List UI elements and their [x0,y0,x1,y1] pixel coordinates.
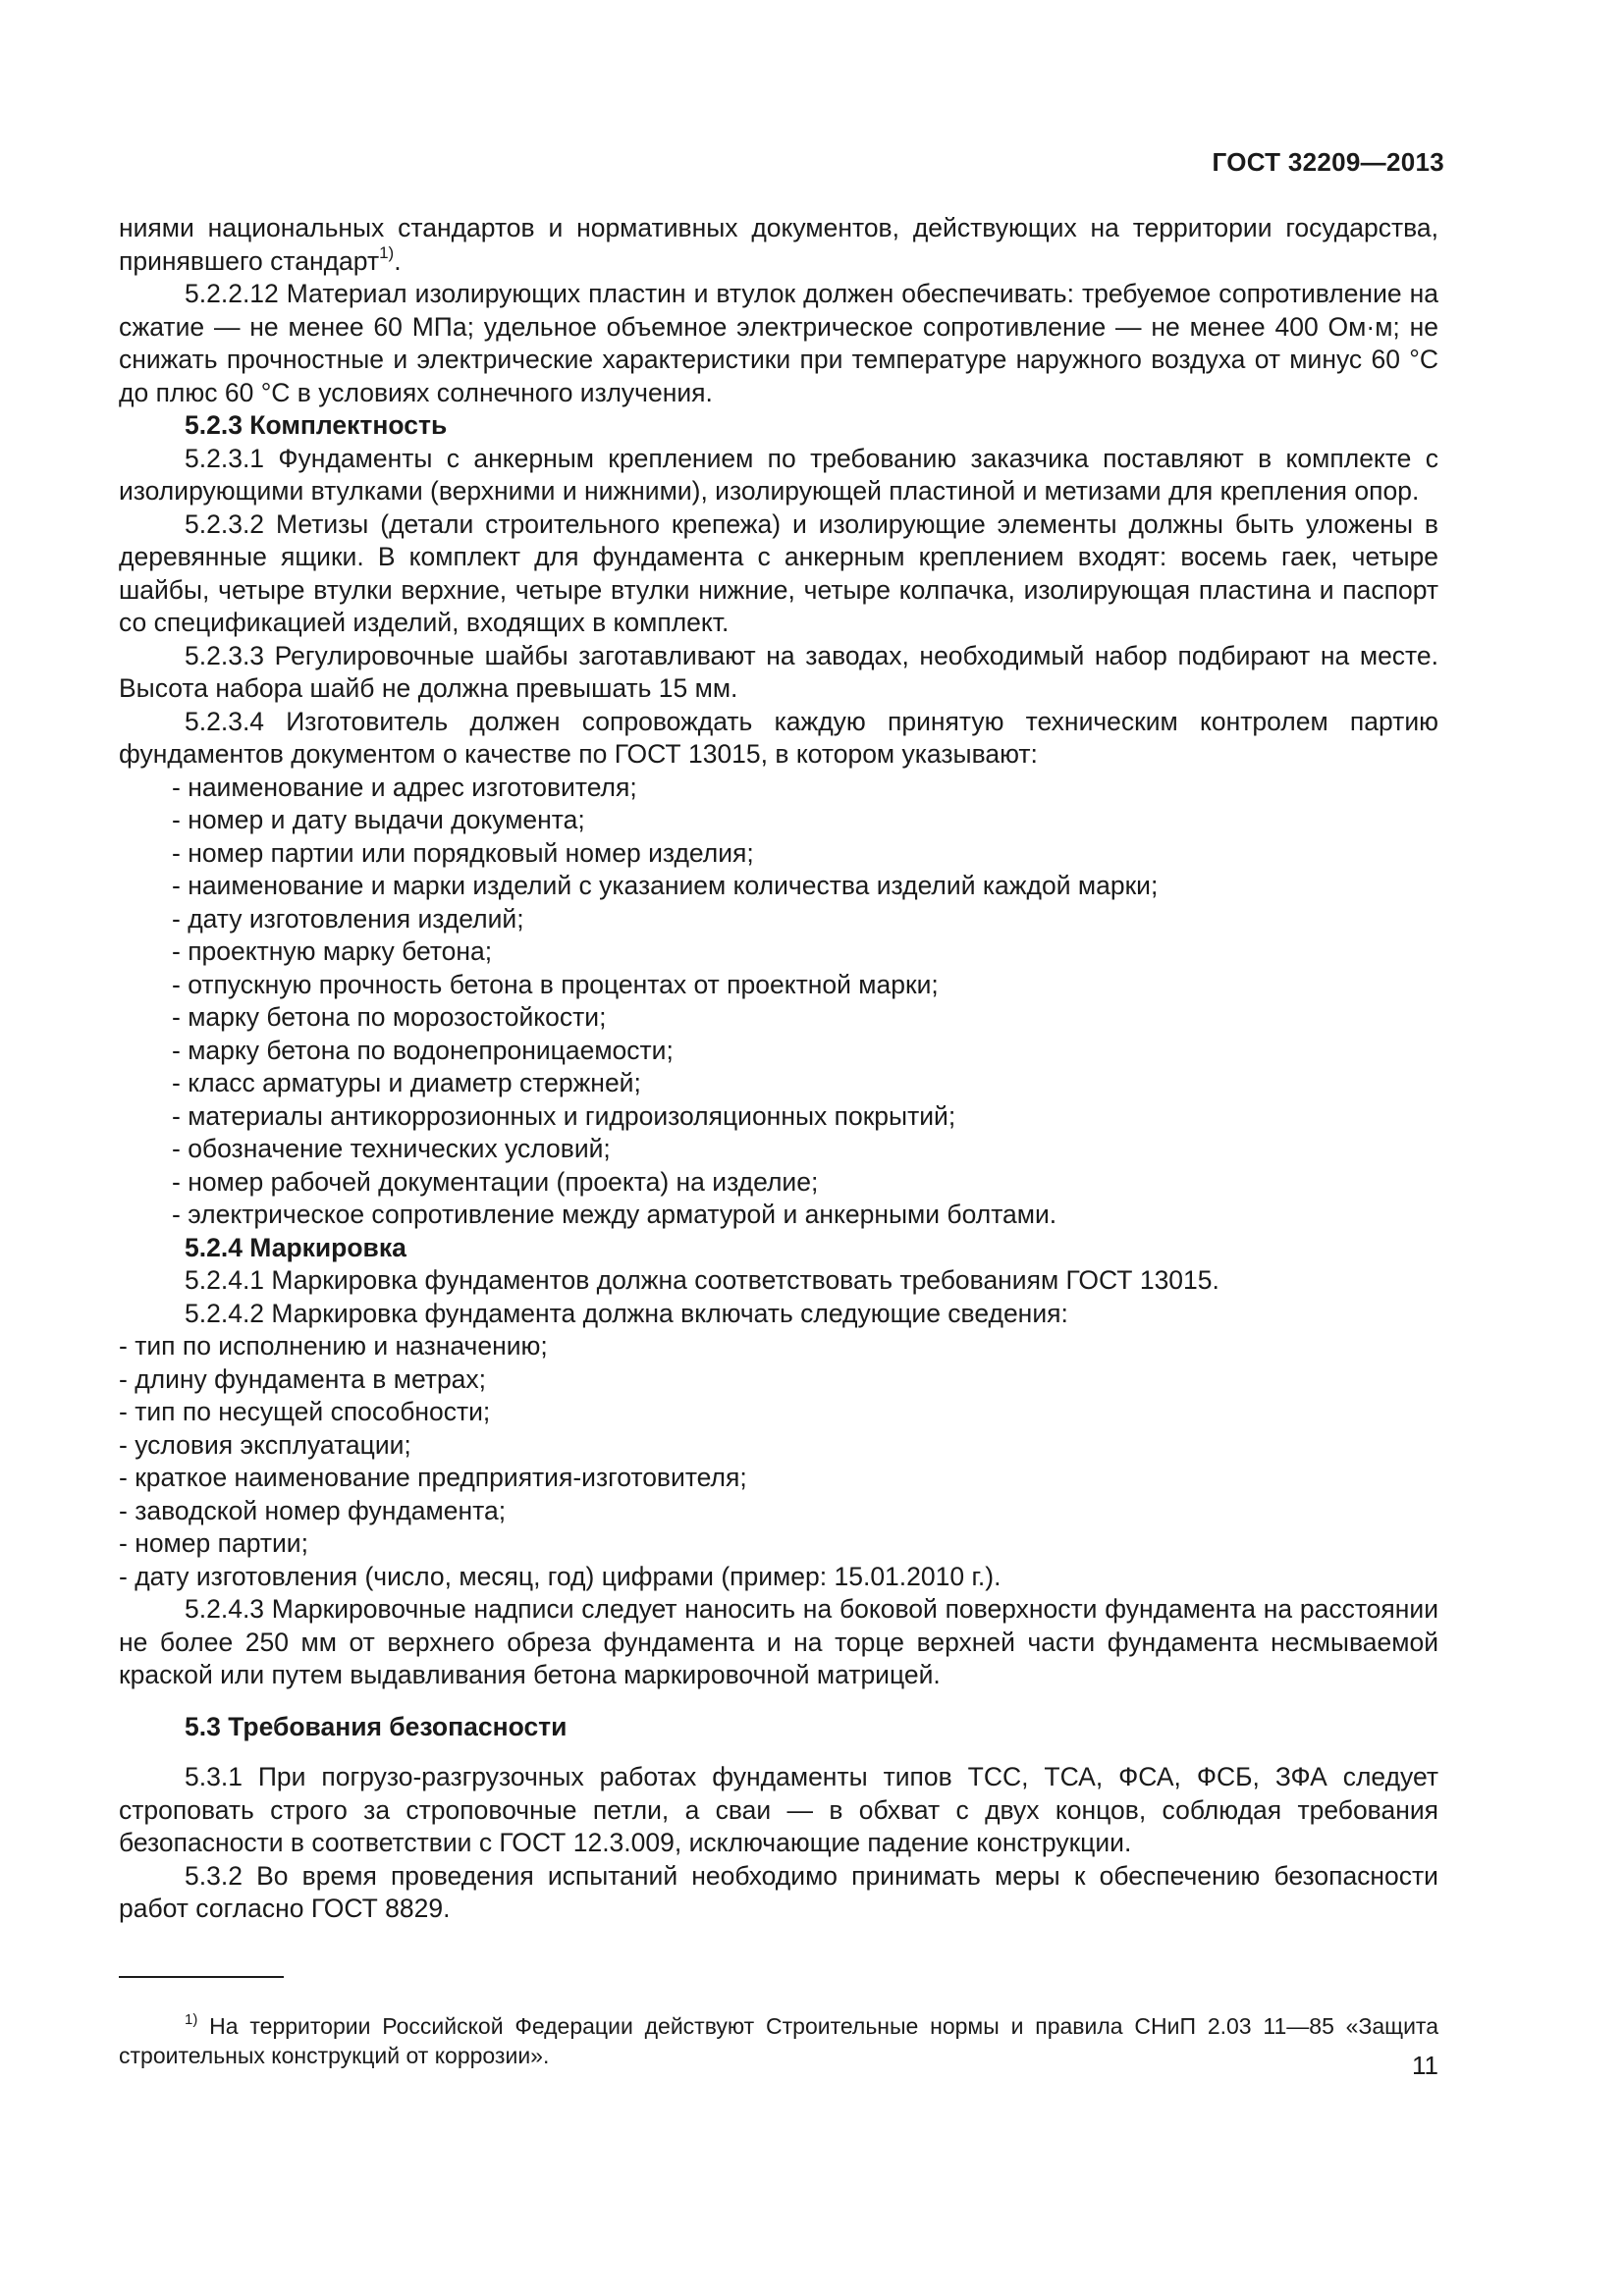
clause-5-2-3-2: 5.2.3.2 Метизы (детали строительного крепежа) и изолирующие элементы должны быть уложены в деревянные ящики. В комплект для фундамента с анкерным креплением входят: восемь гаек, четыре шайбы, четыре втулки верхние, четыре втулки нижние, четыре колпачка, изолирующая пластина и паспорт со спецификацией изделий, входящих в комплект. [119,508,1438,637]
list-item: - номер партии или порядковый номер изделия; [119,837,1438,871]
clause-5-2-4-2: 5.2.4.2 Маркировка фундамента должна включать следующие сведения: [185,1298,1068,1328]
list-item: - класс арматуры и диаметр стержней; [119,1067,1438,1100]
body-text [119,212,1438,1926]
clause-5-2-3-4: 5.2.3.4 Изготовитель должен сопровождать каждую принятую техническим контролем партию фундаментов документом о качестве по ГОСТ 13015, в котором указывают: [119,706,1438,769]
footnote-paragraph [119,2011,1438,2070]
footnote-text: На территории Российской Федерации действуют Строительные нормы и правила СНиП 2.03 11—85 «Защита строительных конструкций от коррозии». [119,2013,1438,2068]
footnote-reference[interactable]: 1) [379,242,395,262]
clause-5-3-2: 5.3.2 Во время проведения испытаний необходимо принимать меры к обеспечению безопасности работ согласно ГОСТ 8829. [119,1860,1438,1923]
clause-5-2-3-1: 5.2.3.1 Фундаменты с анкерным креплением по требованию заказчика поставляют в комплекте с изолирующими втулками (верхними и нижними), изолирующей пластиной и метизами для крепления опор. [119,443,1438,506]
list-item: - материалы антикоррозионных и гидроизоляционных покрытий; [119,1100,1438,1134]
list-item: - марку бетона по водонепроницаемости; [119,1035,1438,1068]
list-item: - дату изготовления (число, месяц, год) цифрами (пример: 15.01.2010 г.). [119,1561,1438,1594]
list-item: - наименование и адрес изготовителя; [119,772,1438,805]
clause-5-2-4-3: 5.2.4.3 Маркировочные надписи следует наносить на боковой поверхности фундамента на расстоянии не более 250 мм от верхнего обреза фундамента и на торце верхней части фундамента несмываемой краской или путем выдавливания бетона маркировочной матрицей. [119,1594,1438,1689]
list-item: - наименование и марки изделий с указанием количества изделий каждой марки; [119,870,1438,903]
list-item: - обозначение технических условий; [119,1133,1438,1166]
quality-document-list [119,772,1438,1232]
clause-5-3-1: 5.3.1 При погрузо-разгрузочных работах фундаменты типов ТСС, ТСА, ФСА, ФСБ, ЗФА следует строповать строго за строповочные петли, а сваи — в обхват с двух концов, соблюдая требования безопасности в соответствии с ГОСТ 12.3.009, исключающие падение конструкции. [119,1762,1438,1857]
heading-marking: 5.2.4 Маркировка [185,1232,406,1262]
list-item: - тип по исполнению и назначению; [119,1330,1438,1363]
marking-list [119,1330,1438,1593]
page-number: 11 [1412,2051,1438,2080]
heading-safety: 5.3 Требования безопасности [185,1711,568,1741]
intro-paragraph [119,212,1438,278]
footnote-divider [119,1976,284,1978]
footnote-marker: 1) [185,2011,198,2028]
clause-5-2-2-12: 5.2.2.12 Материал изолирующих пластин и втулок должен обеспечивать: требуемое сопротивление на сжатие — не менее 60 МПа; удельное объемное электрическое сопротивление — не менее 400 Ом·м; не снижать прочностные и электрические характеристики при температуре наружного воздуха от минус 60 °С до плюс 60 °С в условиях солнечного излучения. [119,279,1438,407]
intro-text: ниями национальных стандартов и нормативных документов, действующих на территории государства, принявшего стандарт [119,213,1438,276]
list-item: - краткое наименование предприятия-изготовителя; [119,1462,1438,1495]
list-item: - условия эксплуатации; [119,1429,1438,1463]
list-item: - дату изготовления изделий; [119,903,1438,936]
list-item: - тип по несущей способности; [119,1396,1438,1429]
standard-designation: ГОСТ 32209—2013 [1212,147,1444,177]
clause-5-2-3-3: 5.2.3.3 Регулировочные шайбы заготавливают на заводах, необходимый набор подбирают на месте. Высота набора шайб не должна превышать 15 мм. [119,640,1438,703]
list-item: - длину фундамента в метрах; [119,1363,1438,1397]
footnote [119,1989,1438,2093]
list-item: - номер рабочей документации (проекта) на изделие; [119,1166,1438,1200]
list-item: - электрическое сопротивление между арматурой и анкерными болтами. [119,1199,1438,1232]
list-item: - номер и дату выдачи документа; [119,804,1438,837]
list-item: - марку бетона по морозостойкости; [119,1001,1438,1035]
intro-tail: . [394,245,402,276]
heading-completeness: 5.2.3 Комплектность [185,410,448,440]
clause-5-2-4-1: 5.2.4.1 Маркировка фундаментов должна соответствовать требованиям ГОСТ 13015. [185,1265,1219,1295]
list-item: - отпускную прочность бетона в процентах от проектной марки; [119,969,1438,1002]
list-item: - номер партии; [119,1527,1438,1561]
list-item: - заводской номер фундамента; [119,1495,1438,1528]
list-item: - проектную марку бетона; [119,935,1438,969]
